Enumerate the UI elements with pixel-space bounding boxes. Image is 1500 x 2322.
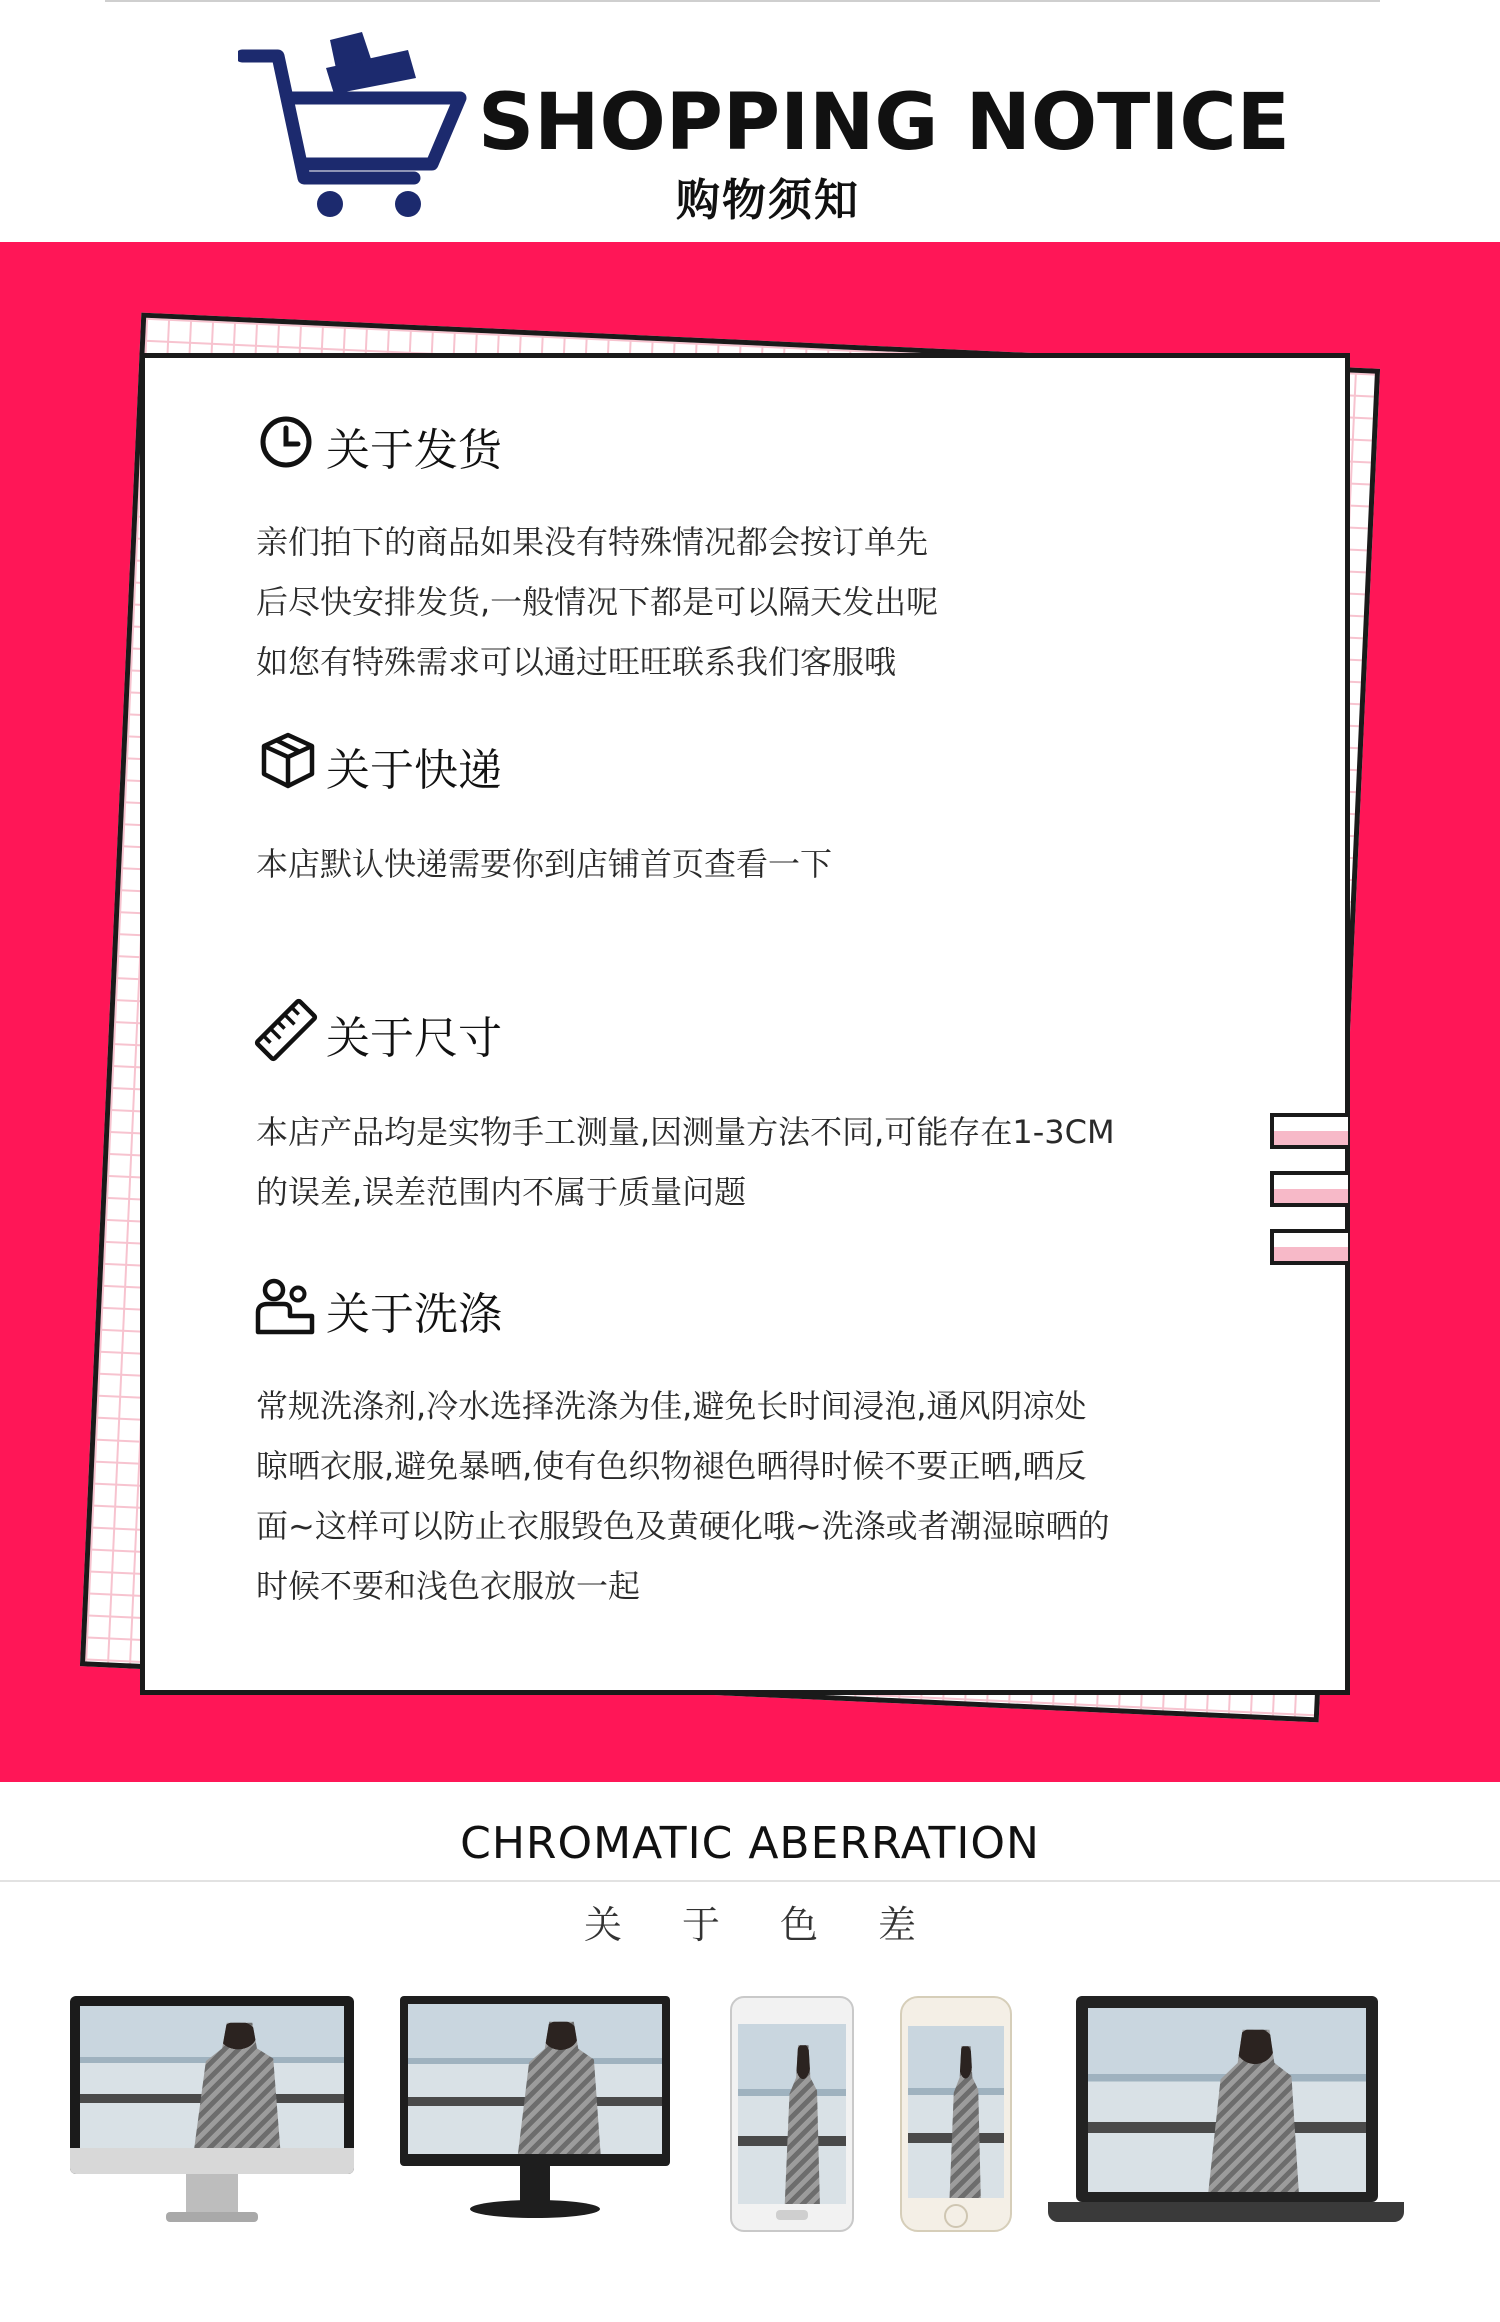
tab-marker [1270, 1229, 1348, 1265]
phone-device-image [900, 1996, 1012, 2232]
section-title-courier: 关于快递 [326, 745, 502, 796]
section-title-size: 关于尺寸 [326, 1013, 502, 1064]
divider [105, 0, 1380, 2]
text-line: 的误差,误差范围内不属于质量问题 [256, 1173, 747, 1211]
box-icon [258, 730, 318, 790]
header [0, 0, 1500, 240]
monitor-device-image [400, 1996, 670, 2224]
clock-icon [258, 414, 314, 470]
section-text-shipping [256, 512, 938, 692]
chromatic-title: CHROMATIC ABERRATION [460, 1818, 1040, 1869]
page-title: SHOPPING NOTICE [478, 78, 1290, 168]
section-text-size [256, 1102, 1115, 1222]
divider [0, 1880, 1500, 1882]
text-line: 亲们拍下的商品如果没有特殊情况都会按订单先 [256, 523, 929, 561]
chromatic-subtitle: 关于色差 [583, 1903, 976, 1947]
text-line: 面~这样可以防止衣服毁色及黄硬化哦~洗涤或者潮湿晾晒的 [256, 1507, 1110, 1545]
imac-device-image [70, 1996, 354, 2228]
tab-marker [1270, 1171, 1348, 1207]
text-line: 常规洗涤剂,冷水选择洗涤为佳,避免长时间浸泡,通风阴凉处 [256, 1387, 1087, 1425]
text-line: 后尽快安排发货,一般情况下都是可以隔天发出呢 [256, 583, 939, 621]
section-text-courier [256, 834, 832, 894]
laptop-device-image [1048, 1996, 1404, 2228]
section-title-washing: 关于洗涤 [326, 1289, 502, 1340]
phone-device-image [730, 1996, 854, 2232]
text-line: 如您有特殊需求可以通过旺旺联系我们客服哦 [256, 643, 897, 681]
text-line: 本店默认快递需要你到店铺首页查看一下 [256, 845, 833, 883]
tab-marker [1270, 1113, 1348, 1149]
section-title-shipping: 关于发货 [326, 425, 502, 476]
text-line: 本店产品均是实物手工测量,因测量方法不同,可能存在1-3CM [256, 1113, 1115, 1151]
washing-icon [254, 1276, 316, 1336]
section-text-washing [256, 1376, 1110, 1616]
shopping-cart-icon [238, 28, 468, 218]
ruler-icon [252, 996, 320, 1064]
text-line: 时候不要和浅色衣服放一起 [256, 1567, 641, 1605]
text-line: 晾晒衣服,避免暴晒,使有色织物褪色晒得时候不要正晒,晒反 [256, 1447, 1087, 1485]
tab-decoration [1270, 1113, 1350, 1287]
page-subtitle: 购物须知 [676, 175, 860, 226]
